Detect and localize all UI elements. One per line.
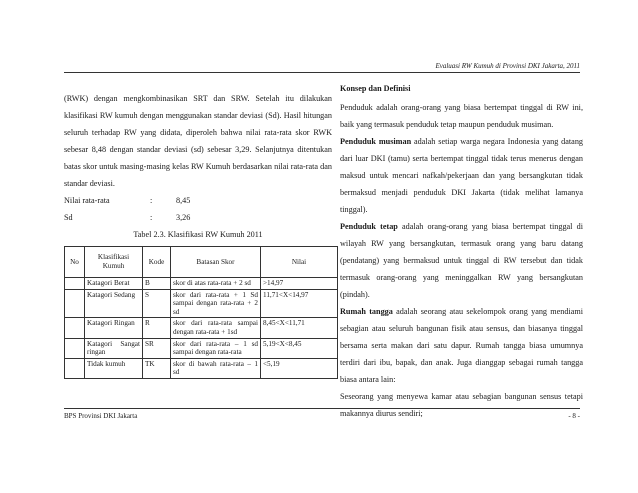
header-nilai: Nilai (261, 247, 338, 278)
cell-no (65, 278, 85, 290)
cell-batasan-skor: skor dari rata-rata + 1 Sd sampai dengan rata-rata + 2 sd (171, 289, 261, 318)
cell-nilai: >14,97 (261, 278, 338, 290)
cell-kode: TK (143, 358, 171, 378)
cell-no (65, 318, 85, 338)
stat-sd (64, 209, 332, 226)
cell-klasifikasi: Katagori Ringan (85, 318, 143, 338)
term-rumah-tangga: Rumah tangga (340, 307, 393, 316)
stat-mean (64, 192, 332, 209)
cell-nilai: 8,45<X<11,71 (261, 318, 338, 338)
table-row (65, 338, 338, 358)
cell-kode: SR (143, 338, 171, 358)
list-item-sewa: Seseorang yang menyewa kamar atau sebagian bangunan sensus tetapi makannya diurus sendiri; (340, 392, 583, 418)
right-column (340, 80, 583, 422)
table-header-row (65, 247, 338, 278)
cell-klasifikasi: Katagori Berat (85, 278, 143, 290)
definition-penduduk-musiman (340, 133, 583, 218)
running-header: Evaluasi RW Kumuh di Provinsi DKI Jakarta, 2011 (64, 62, 580, 73)
cell-klasifikasi: Tidak kumuh (85, 358, 143, 378)
definition-text: adalah orang-orang yang biasa bertempat tinggal di wilayah RW yang bersangkutan, termasuk orang yang baru datang (pendatang) yang bermaksud untuk tinggal di RW tersebut dan tidak termasuk orang-orang yang meninggalkan RW yang bersangkutan (pindah). (340, 222, 583, 299)
definition-penduduk-tetap (340, 218, 583, 303)
cell-nilai: 11,71<X<14,97 (261, 289, 338, 318)
left-column (64, 90, 332, 379)
stat-value: 3,26 (176, 213, 191, 222)
cell-nilai: 5,19<X<8,45 (261, 338, 338, 358)
table-title: Tabel 2.3. Klasifikasi RW Kumuh 2011 (133, 230, 263, 239)
term-penduduk-tetap: Penduduk tetap (340, 222, 398, 231)
cell-batasan-skor: skor di bawah rata-rata – 1 sd (171, 358, 261, 378)
cell-no (65, 338, 85, 358)
stat-value: 8,45 (176, 196, 191, 205)
cell-batasan-skor: skor dari rata-rata sampai dengan rata-rata + 1sd (171, 318, 261, 338)
header-no: No (65, 247, 85, 278)
header-batasan-skor: Batasan Skor (171, 247, 261, 278)
page-number: - 8 - (568, 412, 580, 420)
header-klasifikasi: Klasifikasi Kumuh (85, 247, 143, 278)
cell-no (65, 358, 85, 378)
cell-kode: R (143, 318, 171, 338)
cell-kode: B (143, 278, 171, 290)
table-row (65, 358, 338, 378)
definition-text: adalah setiap warga negara Indonesia yang datang dari luar DKI (tamu) serta bertempat tinggal tidak terus menerus dengan maksud untuk mencari nafkah/pekerjaan dan yang bersangkutan tidak bermaksud menjadi penduduk DKI Jakarta (tidak melihat lamanya tinggal). (340, 137, 584, 214)
stat-colon: : (150, 196, 153, 205)
intro-paragraph: (RWK) dengan mengkombinasikan SRT dan SRW. Setelah itu dilakukan klasifikasi RW kumuh dengan menggunakan standar deviasi (Sd). Hasil hitungan seluruh terhadap RW yang didata, diperoleh bahwa nilai rata-rata skor RWK sebesar 8,48 dengan standar deviasi (sd) sebesar 3,29. Selanjutnya ditentukan batas skor untuk masing-masing kelas RW Kumuh berdasarkan nilai rata-rata dan standar deviasi. (64, 94, 332, 188)
term-penduduk-musiman: Penduduk musiman (340, 137, 412, 146)
page-footer (64, 408, 580, 420)
definition-text: adalah seorang atau sekelompok orang yang mendiami sebagian atau seluruh bangunan fisik atau sensus, dan biasanya tinggal bersama serta makan dari satu dapur. Rumah tangga biasa umumnya terdiri dari ibu, bapak, dan anak. Juga dianggap sebagai rumah tangga biasa antara lain: (340, 307, 584, 384)
cell-klasifikasi: Katagori Sedang (85, 289, 143, 318)
table-row (65, 289, 338, 318)
footer-publisher: BPS Provinsi DKI Jakarta (64, 412, 138, 420)
definition-penduduk: Penduduk adalah orang-orang yang biasa bertempat tinggal di RW ini, baik yang termasuk penduduk tetap maupun penduduk musiman. (340, 103, 583, 129)
table-row (65, 278, 338, 290)
stat-colon: : (150, 213, 153, 222)
cell-batasan-skor: skor di atas rata-rata + 2 sd (171, 278, 261, 290)
cell-kode: S (143, 289, 171, 318)
cell-nilai: <5,19 (261, 358, 338, 378)
stat-label: Sd (64, 213, 73, 222)
classification-table (64, 246, 338, 379)
definition-rumah-tangga (340, 303, 583, 388)
section-title: Konsep dan Definisi (340, 84, 411, 93)
stat-label: Nilai rata-rata (64, 196, 110, 205)
cell-klasifikasi: Katagori Sangat ringan (85, 338, 143, 358)
table-row (65, 318, 338, 338)
cell-batasan-skor: skor dari rata-rata – 1 sd sampai dengan rata-rata (171, 338, 261, 358)
cell-no (65, 289, 85, 318)
header-kode: Kode (143, 247, 171, 278)
